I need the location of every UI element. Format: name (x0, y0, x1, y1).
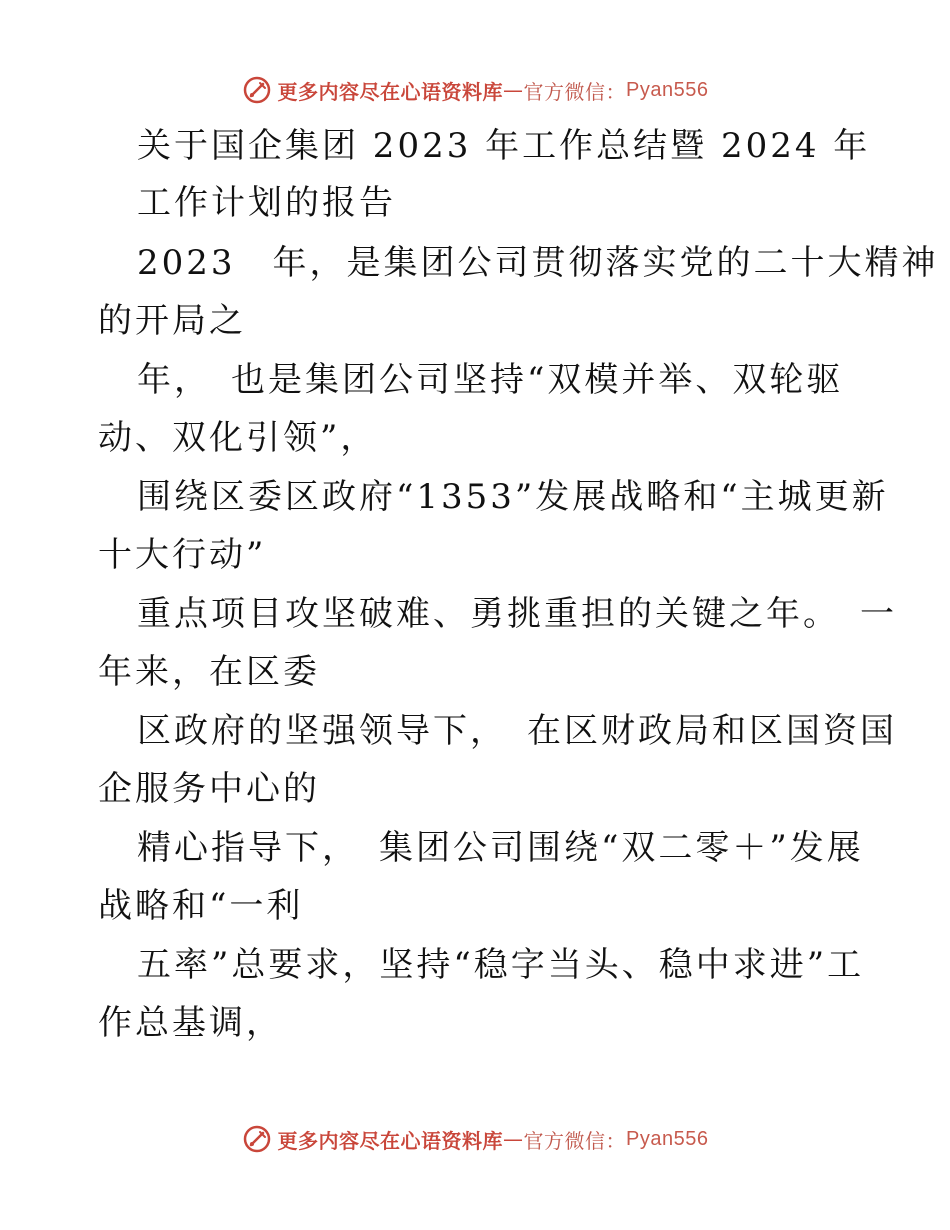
seal-logo-icon (242, 1124, 272, 1154)
header-banner (0, 70, 950, 110)
paragraph-line: 2023 年，是集团公司贯彻落实党的二十大精神 (137, 243, 939, 283)
title-line-1: 关于国企集团 2023 年工作总结暨 2024 年 (137, 126, 871, 166)
paragraph-line: 重点项目攻坚破难、勇挑重担的关键之年。 一 (137, 594, 897, 634)
paragraph-line: 精心指导下， 集团公司围绕“双二零＋”发展 (137, 828, 864, 868)
footer-banner (0, 1119, 950, 1159)
banner-wechat-id: Pyan556 (626, 78, 709, 101)
paragraph-line: 区政府的坚强领导下， 在区财政局和区国资国 (137, 711, 897, 751)
paragraph-line: 企服务中心的 (98, 769, 320, 809)
banner-main-text: 更多内容尽在心语资料库 (277, 79, 504, 104)
banner-wechat-label: 官方微信： (523, 79, 627, 104)
paragraph-line: 五率”总要求，坚持“稳字当头、稳中求进”工 (137, 945, 865, 985)
banner-wechat-label: 官方微信： (523, 1128, 627, 1153)
banner-main-text: 更多内容尽在心语资料库 (277, 1128, 504, 1153)
seal-logo-icon (242, 75, 272, 105)
paragraph-line: 战略和“一利 (98, 886, 304, 926)
banner-dash: — (503, 1127, 524, 1151)
paragraph-line: 作总基调， (98, 1003, 283, 1043)
paragraph-line: 动、双化引领”， (98, 418, 378, 458)
title-line-2: 工作计划的报告 (137, 183, 396, 223)
paragraph-line: 年来，在区委 (98, 652, 320, 692)
paragraph-line: 的开局之 (98, 301, 246, 341)
banner-wechat-id: Pyan556 (626, 1127, 709, 1150)
paragraph-line: 年， 也是集团公司坚持“双模并举、双轮驱 (137, 360, 844, 400)
paragraph-line: 围绕区委区政府“1353”发展战略和“主城更新 (137, 477, 889, 517)
banner-dash: — (503, 78, 524, 102)
paragraph-line: 十大行动” (98, 535, 267, 575)
